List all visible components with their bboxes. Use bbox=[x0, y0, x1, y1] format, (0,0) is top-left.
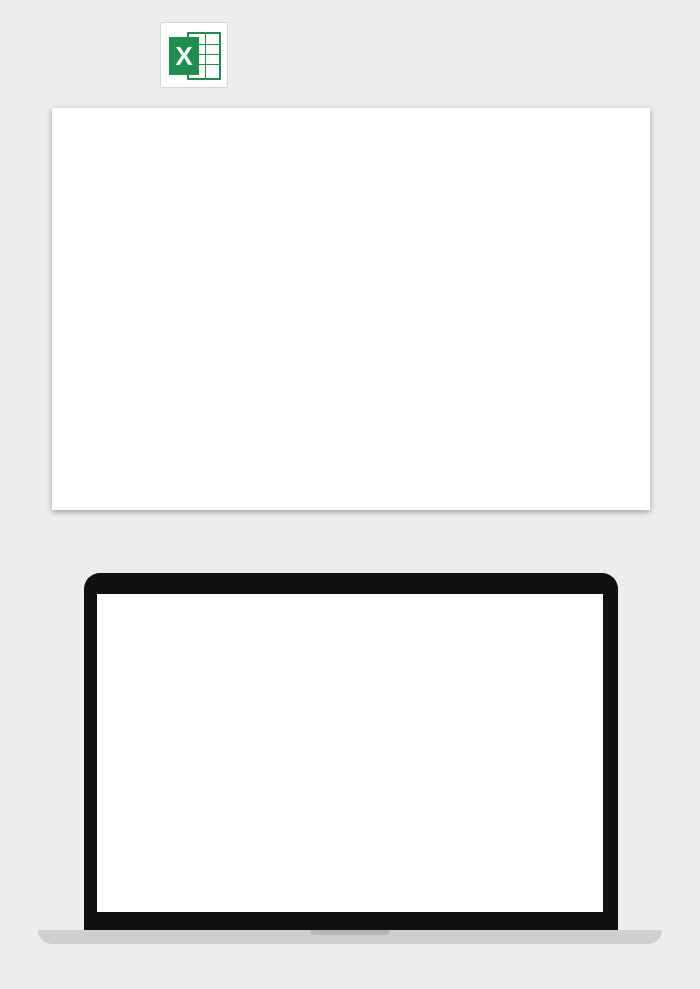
sales-report bbox=[52, 108, 650, 510]
header bbox=[0, 0, 700, 100]
sales-report-laptop bbox=[97, 594, 603, 912]
report-sheet-preview bbox=[52, 108, 650, 510]
laptop-screen bbox=[97, 594, 603, 912]
excel-icon: X bbox=[160, 22, 228, 88]
laptop-base bbox=[38, 930, 662, 944]
